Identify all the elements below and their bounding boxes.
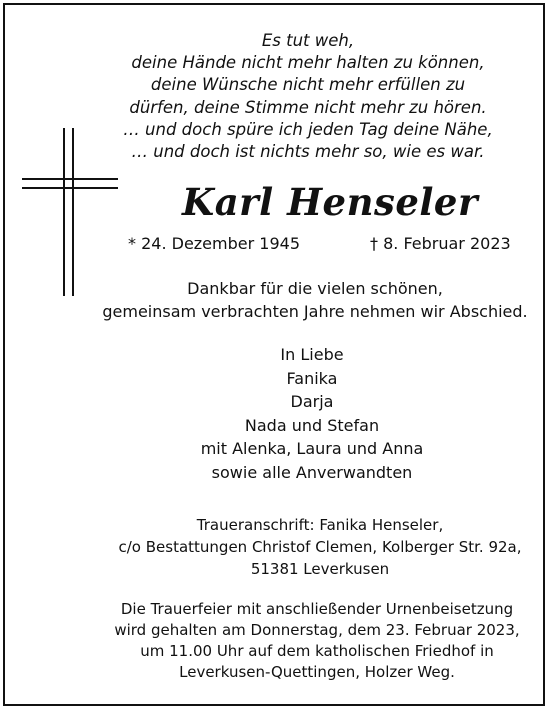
ceremony-line: Die Trauerfeier mit anschließender Urnenbeisetzung [120, 600, 514, 618]
thanks-line: Dankbar für die vielen schönen, [187, 279, 443, 298]
family-line: mit Alenka, Laura und Anna [200, 439, 424, 459]
ceremony-line: wird gehalten am Donnerstag, dem 23. Februar 2023, [114, 621, 520, 639]
family-line: Fanika [286, 368, 338, 388]
birth-date: * 24. Dezember 1945 [128, 234, 300, 253]
cross-icon [22, 128, 118, 296]
address-line: Traueranschrift: Fanika Henseler, [196, 516, 444, 534]
address-line: 51381 Leverkusen [250, 560, 390, 578]
thanks-text [55, 277, 550, 323]
deceased-name: Karl Henseler [182, 180, 478, 224]
poem-line: dürfen, deine Stimme nicht mehr zu hören. [129, 97, 487, 117]
mourning-address [60, 514, 550, 580]
poem-line: deine Wünsche nicht mehr erfüllen zu [150, 75, 466, 95]
family-line: In Liebe [280, 345, 344, 364]
poem-line: Es tut weh, [261, 31, 355, 50]
ceremony-line: um 11.00 Uhr auf dem katholischen Friedhof in [140, 642, 494, 660]
family-line: Darja [290, 392, 334, 412]
ceremony-line: Leverkusen-Quettingen, Holzer Weg. [179, 663, 455, 681]
poem-line: deine Hände nicht mehr halten zu können, [131, 53, 485, 73]
family-line: sowie alle Anverwandten [211, 462, 413, 482]
family-list [52, 343, 550, 485]
ceremony-info [57, 599, 550, 683]
death-date: † 8. Februar 2023 [370, 234, 511, 253]
address-line: c/o Bestattungen Christof Clemen, Kolberger Str. 92a, [118, 538, 522, 556]
family-line: Nada und Stefan [244, 415, 380, 435]
poem-line: … und doch ist nichts mehr so, wie es war. [131, 142, 485, 162]
thanks-line: gemeinsam verbrachten Jahre nehmen wir Abschied. [102, 302, 528, 321]
poem [98, 30, 518, 163]
poem-line: … und doch spüre ich jeden Tag deine Nähe, [123, 119, 493, 139]
